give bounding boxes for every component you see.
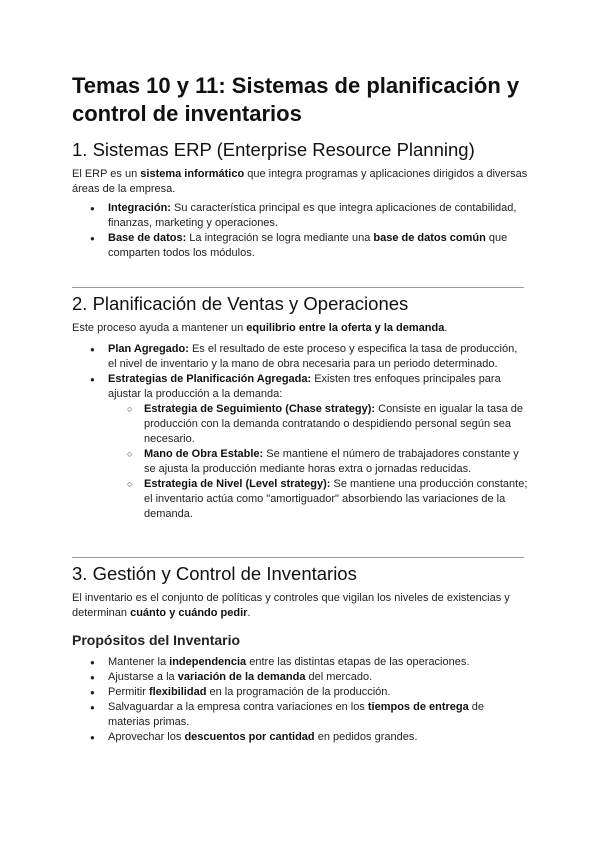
list-item (108, 372, 528, 522)
text: Permitir (108, 686, 149, 698)
text: Este proceso ayuda a mantener un (72, 322, 247, 334)
text: . (247, 607, 251, 619)
text: El inventario es el conjunto de políticas y controles que vigilan los niveles de existencias y determinan (72, 592, 510, 619)
bold-term: independencia (169, 656, 247, 668)
list-item (108, 730, 528, 745)
text: Consiste en igualar la tasa de producción con la demanda contratando o despidiendo personal según sea necesario. (144, 403, 524, 445)
text: Salvaguardar a la empresa contra variaciones en los (108, 701, 368, 713)
section-2-list (108, 342, 528, 522)
bold-term: tiempos de entrega (367, 701, 469, 713)
bold-term: Estrategia de Seguimiento (Chase strategy): (144, 403, 376, 415)
text: entre las distintas etapas de las operaciones. (246, 656, 470, 668)
text: que integra programas y aplicaciones dirigidos a diversas áreas de la empresa. (72, 168, 528, 195)
section-1-intro (72, 167, 532, 197)
text: Aprovechar los (108, 731, 185, 743)
bold-term: Estrategia de Nivel (Level strategy): (144, 478, 331, 490)
text: de materias primas. (108, 701, 485, 728)
bold-term: base de datos común (373, 232, 486, 244)
bold-term: Plan Agregado: (108, 343, 189, 355)
list-item (144, 477, 528, 522)
list-item (144, 447, 528, 477)
list-item (108, 655, 528, 670)
strategies-sublist (144, 402, 528, 522)
text: Ajustarse a la (108, 671, 178, 683)
bold-term: equilibrio entre la oferta y la demanda (246, 322, 445, 334)
text: La integración se logra mediante una (186, 232, 374, 244)
page-title: Temas 10 y 11: Sistemas de planificación y control de inventarios (72, 73, 520, 126)
list-item (144, 402, 528, 447)
text: que comparten todos los módulos. (108, 232, 508, 259)
section-1-list (108, 201, 528, 261)
text: Mantener la (108, 656, 170, 668)
text: Existen tres enfoques principales para ajustar la producción a la demanda: (108, 373, 501, 400)
section-3-intro (72, 591, 532, 621)
bold-term: variación de la demanda (177, 671, 306, 683)
list-item (108, 201, 528, 231)
bold-term: Mano de Obra Estable: (144, 448, 264, 460)
text: Su característica principal es que integra aplicaciones de contabilidad, finanzas, marketing y operaciones. (108, 202, 517, 229)
subsection-heading: Propósitos del Inventario (72, 632, 241, 648)
bold-term: sistema informático (140, 168, 245, 180)
text: El ERP es un (72, 168, 141, 180)
text: . (444, 322, 448, 334)
bold-term: descuentos por cantidad (184, 731, 315, 743)
list-item (108, 342, 528, 372)
text: en la programación de la producción. (206, 686, 391, 698)
text: en pedidos grandes. (314, 731, 418, 743)
section-1-heading: 1. Sistemas ERP (Enterprise Resource Planning) (72, 139, 475, 160)
text: Se mantiene el número de trabajadores constante y se ajusta la producción mediante horas extra o jornadas reducidas. (144, 448, 519, 475)
bold-term: Integración: (108, 202, 171, 214)
section-2-intro (72, 321, 532, 336)
text: Se mantiene una producción constante; el inventario actúa como "amortiguador" absorbiendo las variaciones de la demanda. (144, 478, 528, 520)
section-2-heading: 2. Planificación de Ventas y Operaciones (72, 293, 409, 314)
list-item (108, 231, 528, 261)
bold-term: flexibilidad (148, 686, 207, 698)
list-item (108, 670, 528, 685)
section-divider (72, 287, 524, 288)
list-item (108, 685, 528, 700)
bold-term: cuánto y cuándo pedir (130, 607, 248, 619)
text: del mercado. (305, 671, 373, 683)
section-divider (72, 557, 524, 558)
text: Es el resultado de este proceso y especifica la tasa de producción, el nivel de inventario y la mano de obra necesaria para un periodo determinado. (108, 343, 518, 370)
bold-term: Base de datos: (108, 232, 187, 244)
bold-term: Estrategias de Planificación Agregada: (108, 373, 312, 385)
section-3-list (108, 655, 528, 745)
section-3-heading: 3. Gestión y Control de Inventarios (72, 563, 357, 584)
list-item (108, 700, 528, 730)
